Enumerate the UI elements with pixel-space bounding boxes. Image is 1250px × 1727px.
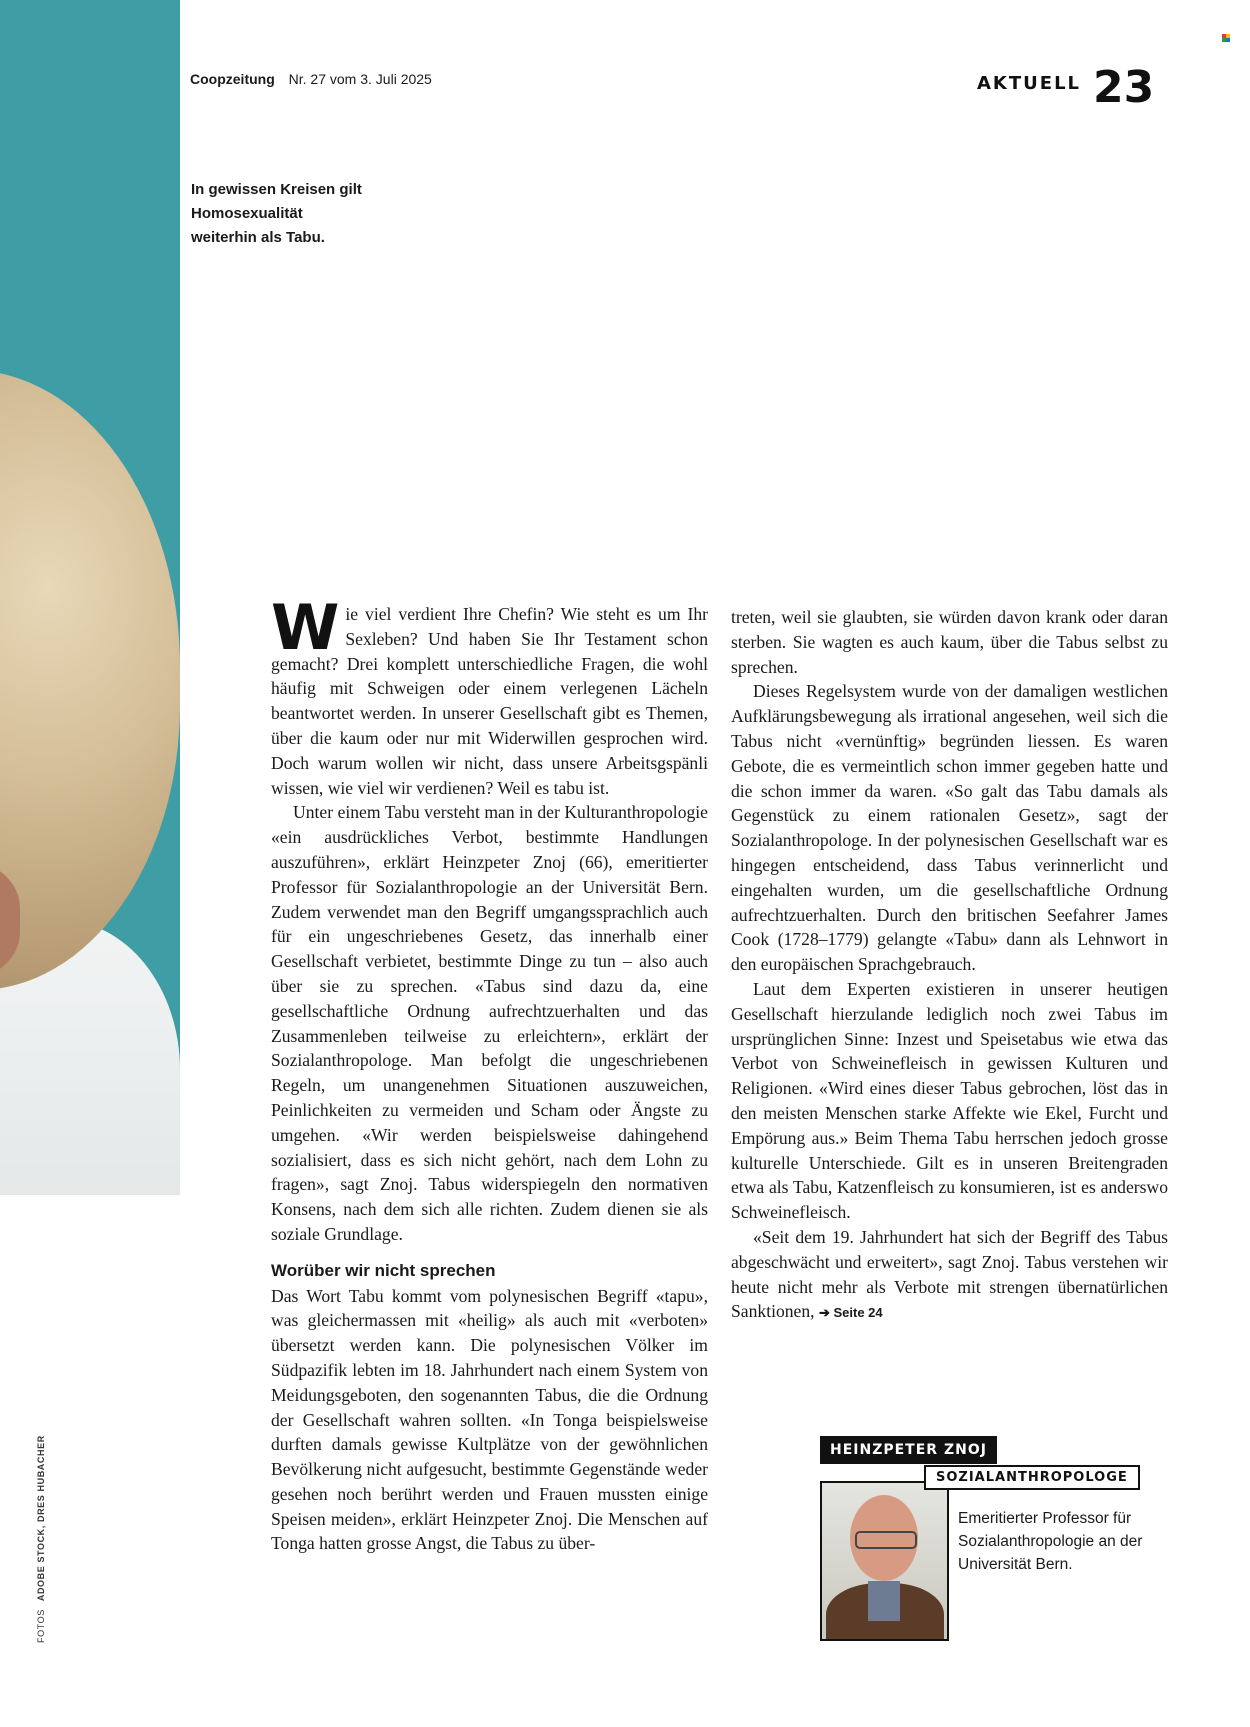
article-paragraph: Dieses Regelsystem wurde von der damaligen westlichen Aufklärungsbewegung als irrational angesehen, weil sich die Tabus nicht «vernünftig» begründen liessen. Es waren Gebote, die es vermeintlich schon immer gegeben hatte und die schon immer da waren. «So galt das Tabu damals als Gegenstück zu einem rationalen Gesetz», sagt der Sozialanthropologe. In der polynesischen Gesellschaft war es hingegen entscheidend, dass Tabus verinnerlicht und eingehalten wurden, um die gesellschaftliche Ordnung aufrechtzuerhalten. Durch den britischen Seefahrer James Cook (1728–1779) gelangte «Tabu» dann als Lehnwort in den europäischen Sprachgebrauch. (731, 681, 1168, 975)
article-paragraph: Wie viel verdient Ihre Chefin? Wie steht es um Ihr Sexleben? Und haben Sie Ihr Testament schon gemacht? Drei komplett unterschiedliche Fragen, die wohl häufig mit Schweigen oder einem verlegenen Lächeln beantwortet werden. In unserer Gesellschaft gibt es Themen, über die kaum oder nur mit Widerwillen gesprochen wird. Doch warum wollen wir nicht, dass unsere Arbeitsgspänli wissen, wie viel wir verdienen? Weil es tabu ist. (271, 591, 708, 798)
issue-info: Nr. 27 vom 3. Juli 2025 (288, 71, 432, 87)
article-column-left (271, 591, 708, 1556)
section-label: AKTUELL (977, 73, 1082, 94)
drop-cap: W (271, 591, 340, 664)
profile-name-label: HEINZPETER ZNOJ (820, 1436, 997, 1464)
article-paragraph: «Seit dem 19. Jahrhundert hat sich der Begriff des Tabus abgeschwächt und erweitert», sagt Znoj. Tabus verstehen wir heute nicht mehr als Verbote mit strengen übernatürlichen Sanktionen, ➔ Seite 24 (731, 1226, 1168, 1322)
photo-hair (0, 370, 180, 990)
photo-credit: FOTOSADOBE STOCK, DRES HUBACHER (36, 1435, 46, 1643)
article-subhead: Worüber wir nicht sprechen (271, 1260, 496, 1280)
continue-link[interactable]: ➔ Seite 24 (818, 1305, 883, 1321)
color-pixel-icon (1222, 34, 1230, 42)
profile-portrait (820, 1481, 949, 1641)
publication-name: Coopzeitung (190, 71, 275, 87)
article-paragraph: treten, weil sie glaubten, sie würden davon krank oder daran sterben. Sie wagten es auch kaum, über die Tabus selbst zu sprechen. (731, 607, 1168, 677)
article-paragraph: Das Wort Tabu kommt vom polynesischen Begriff «tapu», was gleichermassen mit «heilig» als auch mit «verboten» übersetzt werden kann. Die polynesischen Völker im Südpazifik lebten im 18. Jahrhundert nach einem System von Meidungsgeboten, den sogenannten Tabus, die die Ordnung der Gesellschaft wahren sollten. «In Tonga beispielsweise durften damals gewisse Kultplätze von der gewöhnlichen Bevölkerung nicht aufgesucht, bestimmte Gegenstände weder gesehen noch berührt werden und Frauen mussten einige Speisen meiden», erklärt Heinzpeter Znoj. Die Menschen auf Tonga hatten grosse Angst, die Tabus zu über- (271, 1285, 708, 1554)
hero-photo (0, 0, 180, 1195)
glasses-icon (855, 1531, 917, 1549)
profile-role-label: SOZIALANTHROPOLOGE (924, 1465, 1140, 1490)
profile-description: Emeritierter Professor für Sozialanthropologie an der Universität Bern. (958, 1510, 1143, 1573)
photo-caption: In gewissen Kreisen gilt Homosexualität weiterhin als Tabu. (191, 181, 362, 246)
article-paragraph: Laut dem Experten existieren in unserer heutigen Gesellschaft hierzulande lediglich noch zwei Tabus im ursprünglichen Sinne: Inzest und Speisetabus wie etwa das Verbot von Schweinefleisch in gewissen Kulturen und Religionen. «Wird eines dieser Tabus gebrochen, löst das in den meisten Menschen starke Affekte wie Ekel, Furcht und Empörung aus.» Beim Thema Tabu herrschen jedoch grosse kulturelle Unterschiede. Gilt es in unseren Breitengraden etwa als Tabu, Katzenfleisch zu konsumieren, ist es anderswo Schweinefleisch. (731, 978, 1168, 1223)
page-number: 23 (1093, 62, 1155, 113)
article-paragraph: Unter einem Tabu versteht man in der Kulturanthropologie «ein ausdrückliches Verbot, bestimmte Handlungen auszuführen», erklärt Heinzpeter Znoj (66), emeritierter Professor für Sozialanthropologie an der Universität Bern. Zudem verwendet man den Begriff umgangssprachlich auch für ein ungeschriebenes Gesetz, das innerhalb einer Gesellschaft verbietet, bestimmte Dinge zu tun – also auch über sie zu sprechen. «Tabus sind dazu da, eine gesellschaftliche Ordnung aufrechtzuerhalten und das Zusammenleben teilweise zu erleichtern», erklärt der Sozialanthropologe. Man befolgt die ungeschriebenen Regeln, um unangenehmen Situationen auszuweichen, Peinlichkeiten zu vermeiden und Scham oder Ängste zu umgehen. «Wir werden beispielsweise dahingehend sozialisiert, dass es sich nicht gehört, nach dem Lohn zu fragen», sagt Znoj. Tabus widerspiegeln den normativen Konsens, nach dem sich alle richten. Zudem dienen sie als soziale Grundlage. (271, 802, 708, 1244)
publication-line (190, 71, 432, 87)
article-column-right (731, 605, 1168, 1326)
